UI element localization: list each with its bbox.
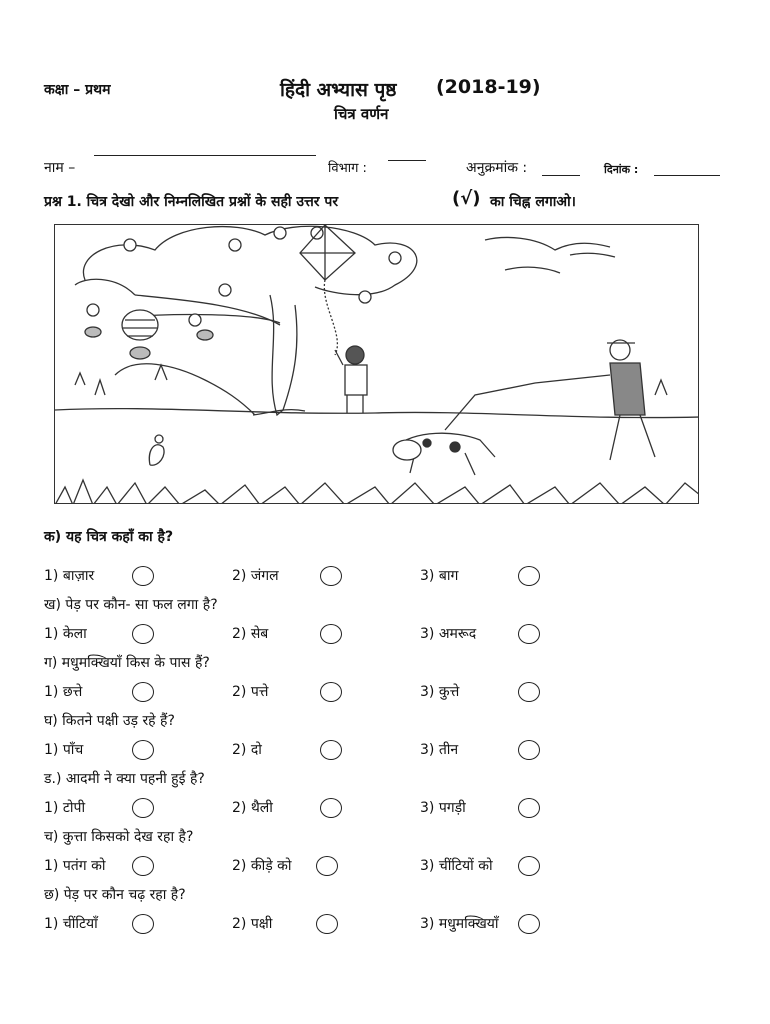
answer-circle[interactable] (320, 682, 342, 702)
option-1: 1) बाज़ार (44, 568, 95, 584)
tree-trunk (75, 279, 305, 415)
instruction-text: प्रश्न 1. चित्र देखो और निम्नलिखित प्रश्नों के सही उत्तर पर (44, 194, 339, 210)
option-3: 3) अमरूद (420, 626, 477, 642)
answer-circle[interactable] (320, 624, 342, 644)
question-f: च) कुत्ता किसको देख रहा है? (44, 829, 194, 845)
option-3: 3) चींटियों को (420, 858, 493, 874)
option-1: 1) छत्ते (44, 684, 83, 700)
question-c: ग) मधुमक्खियाँ किस के पास हैं? (44, 655, 210, 671)
option-1: 1) चींटियाँ (44, 916, 98, 932)
option-3: 3) बाग (420, 568, 459, 584)
option-1: 1) टोपी (44, 800, 86, 816)
year-label: (2018-19) (436, 76, 541, 98)
name-field[interactable] (94, 155, 316, 156)
grass (55, 365, 699, 504)
name-label: नाम – (44, 160, 76, 176)
option-1: 1) केला (44, 626, 87, 642)
option-2: 2) कीड़े को (232, 858, 292, 874)
answer-circle[interactable] (320, 566, 342, 586)
option-2: 2) दो (232, 742, 262, 758)
option-2: 2) पक्षी (232, 916, 273, 932)
answer-circle[interactable] (132, 682, 154, 702)
option-3: 3) मधुमक्खियाँ (420, 916, 499, 932)
kite (300, 225, 355, 355)
question-g: छ) पेड़ पर कौन चढ़ रहा है? (44, 887, 186, 903)
answer-circle[interactable] (132, 624, 154, 644)
question-a: क) यह चित्र कहाँ का है? (44, 529, 174, 545)
answer-circle[interactable] (320, 798, 342, 818)
option-1: 1) पतंग को (44, 858, 106, 874)
option-3: 3) तीन (420, 742, 459, 758)
roll-field[interactable] (542, 175, 580, 176)
answer-circle[interactable] (320, 740, 342, 760)
question-d: घ) कितने पक्षी उड़ रहे हैं? (44, 713, 175, 729)
question-e: ड.) आदमी ने क्या पहनी हुई है? (44, 771, 205, 787)
option-3: 3) पगड़ी (420, 800, 466, 816)
answer-circle[interactable] (518, 624, 540, 644)
birds (485, 237, 615, 273)
question-b: ख) पेड़ पर कौन- सा फल लगा है? (44, 597, 218, 613)
answer-circle[interactable] (132, 566, 154, 586)
date-label: दिनांक : (604, 163, 639, 176)
answer-circle[interactable] (518, 566, 540, 586)
class-label: कक्षा – प्रथम (44, 82, 111, 98)
option-2: 2) सेब (232, 626, 269, 642)
option-2: 2) जंगल (232, 568, 279, 584)
section-field[interactable] (388, 160, 426, 161)
answer-circle[interactable] (316, 856, 338, 876)
section-label: विभाग : (328, 161, 367, 176)
scene-illustration (54, 224, 699, 504)
option-3: 3) कुत्ते (420, 684, 460, 700)
roll-label: अनुक्रमांक : (466, 160, 528, 176)
boy (335, 346, 367, 413)
answer-circle[interactable] (132, 740, 154, 760)
date-field[interactable] (654, 175, 720, 176)
answer-circle[interactable] (518, 682, 540, 702)
option-2: 2) थैली (232, 800, 273, 816)
answer-circle[interactable] (316, 914, 338, 934)
caterpillar (149, 435, 164, 465)
answer-circle[interactable] (518, 914, 540, 934)
option-2: 2) पत्ते (232, 684, 269, 700)
man (445, 340, 655, 460)
page-title: हिंदी अभ्यास पृष्ठ (280, 79, 397, 101)
option-1: 1) पाँच (44, 742, 84, 758)
tick-symbol: (√) (452, 188, 481, 209)
answer-circle[interactable] (132, 798, 154, 818)
answer-circle[interactable] (518, 798, 540, 818)
answer-circle[interactable] (518, 856, 540, 876)
page-subtitle: चित्र वर्णन (334, 105, 389, 123)
instruction-suffix: का चिह्न लगाओ। (490, 194, 576, 210)
answer-circle[interactable] (132, 914, 154, 934)
answer-circle[interactable] (518, 740, 540, 760)
dog (393, 433, 495, 475)
answer-circle[interactable] (132, 856, 154, 876)
